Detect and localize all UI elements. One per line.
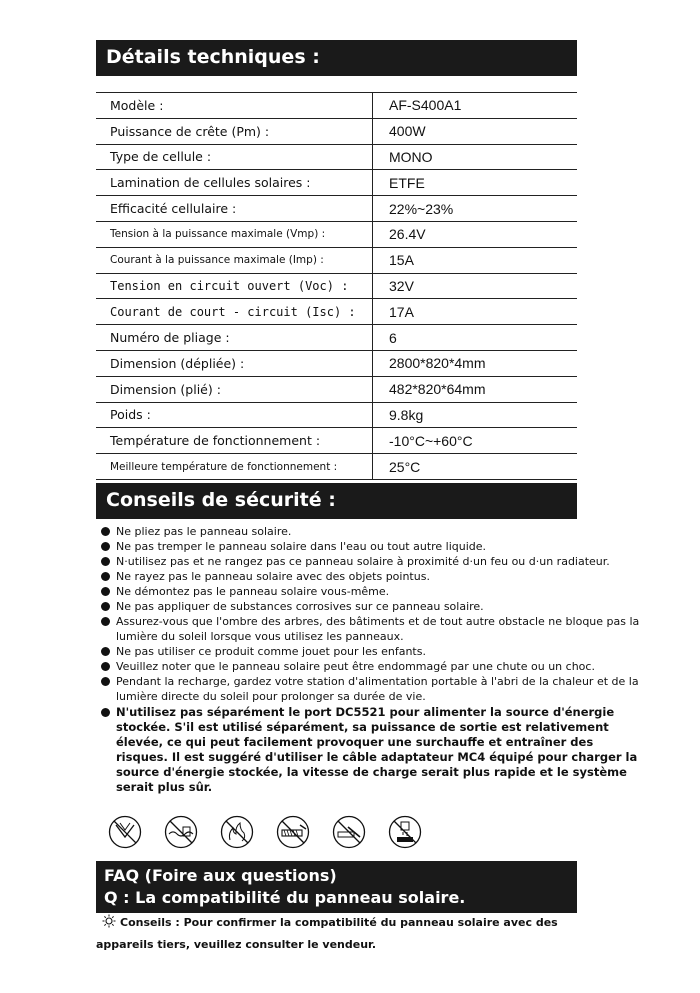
faq-header [96, 861, 577, 913]
spec-value: 6 [373, 325, 578, 351]
spec-row [96, 325, 577, 351]
safety-title: Conseils de sécurité : [106, 489, 336, 511]
bullet-icon [101, 602, 110, 611]
safety-item [100, 659, 640, 674]
spec-label: Efficacité cellulaire : [96, 196, 373, 222]
spec-row [96, 144, 577, 170]
bullet-icon [101, 557, 110, 566]
safety-item-text: N'utilisez pas séparément le port DC5521 pour alimenter la source d'énergie stockée. S'il est utilisé séparément, sa puissance de sortie est relativement élevée, ce qui peut facilement provoquer une surchauffe et entraîner des risques. Il est suggéré d'utiliser le câble adaptateur MC4 équipé pour charger la source d'énergie stockée, la vitesse de charge serait plus rapide et le système serait plus sûr. [116, 705, 638, 794]
safety-item-text: Ne démontez pas le panneau solaire vous-même. [116, 585, 390, 598]
safety-item [100, 599, 640, 614]
faq-tip [96, 912, 576, 956]
spec-label: Courant à la puissance maximale (Imp) : [96, 247, 373, 273]
safety-item-text: Ne pliez pas le panneau solaire. [116, 525, 292, 538]
no-scratch-icon [276, 815, 310, 849]
spec-value: ETFE [373, 170, 578, 196]
bullet-icon [101, 647, 110, 656]
spec-row [96, 247, 577, 273]
bullet-icon [101, 572, 110, 581]
safety-item-text: Veuillez noter que le panneau solaire peut être endommagé par une chute ou un choc. [116, 660, 595, 673]
safety-item [100, 644, 640, 659]
bullet-icon [101, 708, 110, 717]
spec-label: Tension en circuit ouvert (Voc) : [96, 273, 373, 299]
spec-label: Meilleure température de fonctionnement : [96, 454, 373, 480]
faq-title: FAQ (Foire aux questions) [104, 866, 337, 885]
spec-label: Puissance de crête (Pm) : [96, 118, 373, 144]
spec-value: 32V [373, 273, 578, 299]
bullet-icon [101, 662, 110, 671]
spec-value: 25°C [373, 454, 578, 480]
safety-item [100, 569, 640, 584]
spec-row [96, 350, 577, 376]
safety-item [100, 539, 640, 554]
spec-label: Lamination de cellules solaires : [96, 170, 373, 196]
no-corrosive-icon [388, 815, 422, 849]
spec-label: Type de cellule : [96, 144, 373, 170]
sun-icon [102, 914, 116, 928]
spec-row [96, 428, 577, 454]
safety-item [100, 674, 640, 704]
faq-tip-text: Conseils : Pour confirmer la compatibilité du panneau solaire avec des appareils tiers, veuillez consulter le vendeur. [96, 916, 558, 951]
spec-label: Tension à la puissance maximale (Vmp) : [96, 221, 373, 247]
bullet-icon [101, 527, 110, 536]
no-water-icon [164, 815, 198, 849]
spec-value: AF-S400A1 [373, 93, 578, 119]
safety-item [100, 614, 640, 644]
specs-header [96, 40, 577, 76]
safety-item [100, 584, 640, 599]
bullet-icon [101, 587, 110, 596]
spec-row [96, 221, 577, 247]
bullet-icon [101, 677, 110, 686]
spec-value: 400W [373, 118, 578, 144]
spec-value: 17A [373, 299, 578, 325]
spec-row [96, 299, 577, 325]
no-fold-icon [108, 815, 142, 849]
spec-label: Courant de court - circuit (Isc) : [96, 299, 373, 325]
spec-value: 15A [373, 247, 578, 273]
no-disassemble-icon [332, 815, 366, 849]
safety-item-text: Assurez-vous que l'ombre des arbres, des bâtiments et de tout autre obstacle ne bloque pas la lumière du soleil lorsque vous utilisez les panneaux. [116, 615, 640, 643]
spec-label: Dimension (dépliée) : [96, 350, 373, 376]
safety-item [100, 554, 640, 569]
spec-value: MONO [373, 144, 578, 170]
safety-item [100, 524, 640, 539]
spec-value: 26.4V [373, 221, 578, 247]
spec-value: -10°C~+60°C [373, 428, 578, 454]
spec-row [96, 402, 577, 428]
spec-row [96, 170, 577, 196]
specs-table [96, 92, 577, 480]
faq-question: Q : La compatibilité du panneau solaire. [104, 888, 466, 907]
safety-item [100, 705, 640, 795]
spec-value: 2800*820*4mm [373, 350, 578, 376]
bullet-icon [101, 617, 110, 626]
spec-value: 9.8kg [373, 402, 578, 428]
spec-row [96, 196, 577, 222]
safety-header [96, 483, 577, 519]
bullet-icon [101, 542, 110, 551]
safety-item-text: Ne pas appliquer de substances corrosives sur ce panneau solaire. [116, 600, 484, 613]
warning-icons [108, 815, 428, 851]
specs-title: Détails techniques : [106, 46, 320, 68]
spec-value: 22%~23% [373, 196, 578, 222]
spec-row [96, 93, 577, 119]
spec-row [96, 454, 577, 480]
spec-label: Modèle : [96, 93, 373, 119]
spec-row [96, 376, 577, 402]
safety-item-text: Ne pas utiliser ce produit comme jouet pour les enfants. [116, 645, 426, 658]
safety-list [100, 524, 640, 795]
spec-value: 482*820*64mm [373, 376, 578, 402]
spec-label: Dimension (plié) : [96, 376, 373, 402]
safety-item-text: Ne rayez pas le panneau solaire avec des objets pointus. [116, 570, 430, 583]
spec-label: Numéro de pliage : [96, 325, 373, 351]
spec-row [96, 118, 577, 144]
spec-label: Température de fonctionnement : [96, 428, 373, 454]
safety-item-text: N·utilisez pas et ne rangez pas ce panneau solaire à proximité d·un feu ou d·un radiateur. [116, 555, 610, 568]
safety-item-text: Ne pas tremper le panneau solaire dans l'eau ou tout autre liquide. [116, 540, 487, 553]
safety-item-text: Pendant la recharge, gardez votre station d'alimentation portable à l'abri de la chaleur et de la lumière directe du soleil pour prolonger sa durée de vie. [116, 675, 639, 703]
spec-row [96, 273, 577, 299]
spec-label: Poids : [96, 402, 373, 428]
no-fire-icon [220, 815, 254, 849]
